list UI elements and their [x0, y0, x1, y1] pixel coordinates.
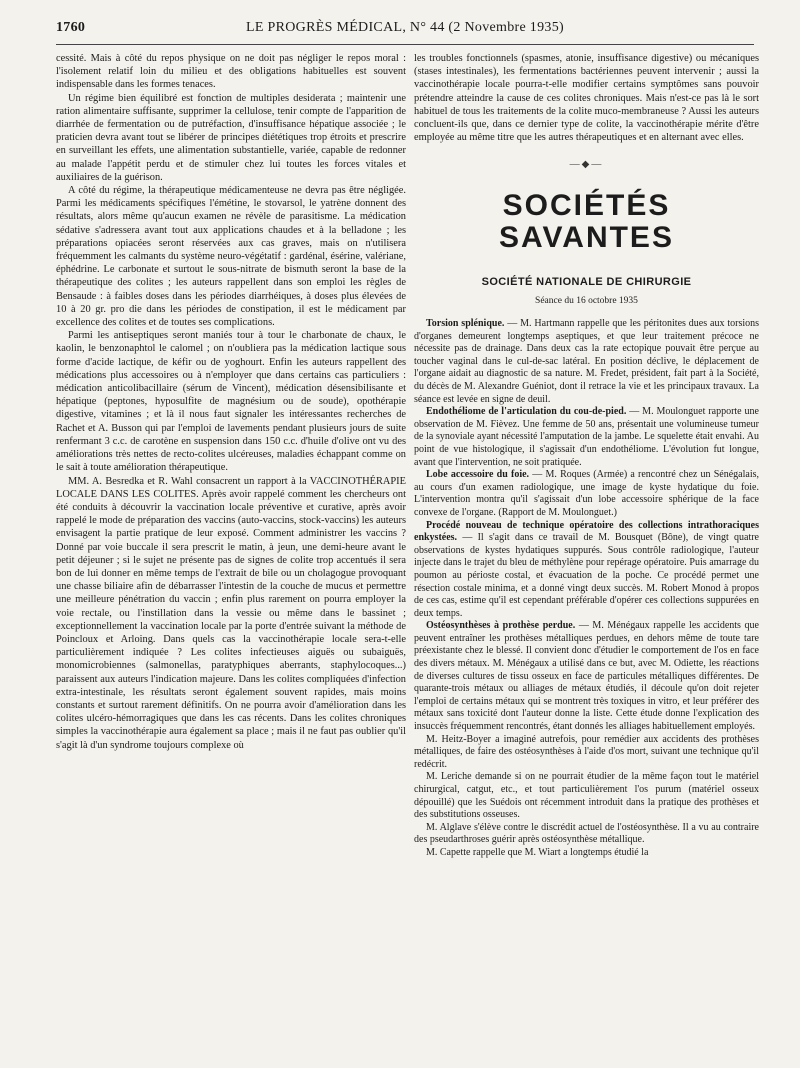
journal-title: LE PROGRÈS MÉDICAL, N° 44 (2 Novembre 1935) [246, 20, 564, 35]
paragraph: A côté du régime, la thérapeutique médicamenteuse ne devra pas être négligée. Parmi les médicaments spécifiques l'émétine, le stovarsol, le yatrène donnent des résultats, alors même qu'aucun examen ne révèle de parasitisme. La médication sédative s'adressera avant tout aux applications chaudes et à la belladone ; les préparations opiacées seront réservées aux cas graves, mais on n'utilisera fréquemment les calmants du système neuro-végétatif : gardénal, ésérine, valériane, éphédrine. Le carbonate et surtout le sous-nitrate de bismuth seront la base de la thérapeutique des colites ; les auteurs rappellent dans son emploi les règles de Bensaude : à faibles doses dans les périodes diarrhéiques, à doses plus élevées de 10 à 20 gr. pro die dans les périodes de constipation, il est le médicament par excellence des colites et de toutes ses complications. [56, 185, 406, 329]
entry-text: — Il s'agit dans ce travail de M. Bousquet (Bône), de vingt quatre observations de kystes hydatiques suppurés. Sous contrôle radiologique, l'auteur injecte dans le trajet du bleu de méthylène pour repérage opératoire. Puis amarrage du poumon au périoste costal, et évacuation de la poche. Ce procédé permet une résection costale minima, et a donné vingt deux succès. M. Robert Monod à propos de ces cas, estime qu'il est cependant préférable d'opérer ces collections suppurées en deux temps. [414, 532, 759, 619]
report-entry [414, 318, 759, 406]
entry-text: — M. Moulonguet rapporte une observation de M. Fièvez. Une femme de 50 ans, présentait une volumineuse tumeur de la synoviale ayant nécessité l'amputation de la jambe. Le squelette était envahi. Au point de vue histologique, il s'agissait d'un endothéliome. L'évolution fut longue, avant que l'intervention, ne soit pratiquée. [414, 406, 759, 468]
header-rule [56, 44, 754, 45]
ornament-divider: —◆— [569, 159, 604, 171]
right-column [414, 52, 759, 860]
report-entry [414, 520, 759, 621]
report-entry [414, 469, 759, 519]
page-number: 1760 [56, 20, 86, 35]
entry-title: Endothéliome de l'articulation du cou-de-pied. [426, 406, 627, 418]
report-entry [414, 406, 759, 469]
entry-title: Torsion splénique. [426, 318, 505, 330]
entry-text: — M. Hartmann rappelle que les péritonites dues aux torsions d'organes demeurent longtemps aseptiques, et que leur traitement précoce ne nécessite pas de drainage. Dans deux cas la rate ectopique pouvait être perçue au toucher vaginal dans le cul-de-sac latéral. En position déclive, le déplacement de l'organe aidait au diagnostic de sa nature. M. Fredet, président, fait part à la Société, du décès de M. Alexandre Guéniot, dont il retrace la vie et les principaux travaux. La séance est levée en signe de deuil. [414, 318, 760, 405]
entry-title: Lobe accessoire du foie. [426, 469, 530, 481]
left-column [56, 52, 406, 752]
paragraph: les troubles fonctionnels (spasmes, atonie, insuffisance digestive) ou mécaniques (stases intestinales), les fermentations bactériennes peuvent intervenir ; aussi la vaccinothérapie locale pourra-t-elle modifier certains symptômes sans pouvoir prétendre atteindre la cause de ces colites chroniques. Mais n'est-ce pas là le sort habituel de tous les traitements de la colite muco-membraneuse ? Aussi les auteurs concluent-ils que, dans ce dernier type de colite, la vaccinothérapie mérite d'être employée au même titre que les autres thérapeutiques et en alternant avec elles. [414, 53, 759, 144]
society-name: SOCIÉTÉ NATIONALE DE CHIRURGIE [481, 275, 692, 288]
seance-date: Séance du 16 octobre 1935 [535, 295, 638, 306]
entry-title: Procédé nouveau de technique opératoire des collections intrathoraciques enkystées. [414, 519, 759, 544]
entry-text: — M. Ménégaux rappelle les accidents que peuvent entraîner les prothèses métalliques perdues, en dehors même de toute tare préexistante chez le blessé. Il convient donc d'étudier le comportement de l'os en face des divers métaux. M. Ménégaux a utilisé dans ce but, avec M. Odiette, les réactions de diverses cultures de tissu osseux en face de particules métalliques différentes. De quarante-trois métaux ou alliages de métaux étudiés, il découle qu'on doit rejeter l'emploi de certains métaux qui se montrent très toxiques in vitro, et leur préférer des métaux sans toxicité dont l'auteur donne la liste. Cette étude donne l'explication des insuccès fréquemment rencontrés, étant donnés les alliages habituellement employés. [414, 620, 759, 733]
report-paragraph: M. Capette rappelle que M. Wiart a longtemps étudié la [426, 846, 649, 858]
entry-title: Ostéosynthèses à prothèse perdue. [426, 620, 576, 632]
report-entry [414, 620, 759, 733]
report-paragraph: M. Heitz-Boyer a imaginé autrefois, pour remédier aux accidents des prothèses métalliques, de faire des ostéosynthèses à l'aide d'os mort, suivant une technique qu'il redécrit. [414, 733, 759, 770]
section-title: SOCIÉTÉS SAVANTES [499, 188, 674, 254]
entry-text: — M. Roques (Armée) a rencontré chez un Sénégalais, au cours d'un examen radiologique, une image de kyste hydatique du foie. L'intervention montra qu'il s'agissait d'un lobe accessoire sphérique de la face convexe de l'organe. (Rapport de M. Moulonguet.) [414, 469, 760, 518]
report-paragraph: M. Leriche demande si on ne pourrait étudier de la même façon tout le matériel chirurgical, catgut, etc., et tout particulièrement l'os purum (matériel osseux dépouillé) que les Suédois ont récemment introduit dans la pratique des prothèses et des substitutions osseuses. [414, 771, 759, 821]
report-paragraph: M. Alglave s'élève contre le discrédit actuel de l'ostéosynthèse. Il a vu au contraire des pseudarthroses guérir après ostéosynthèse métallique. [414, 821, 759, 846]
page-header [56, 20, 754, 42]
paragraph: MM. A. Besredka et R. Wahl consacrent un rapport à la VACCINOTHÉRAPIE LOCALE DANS LES COLITES. Après avoir rappelé comment les chercheurs ont été conduits à découvrir la vaccination locale préventive et curative, après avoir rappelé le mode de préparation des vaccins (auto-vaccins, stock-vaccins) les auteurs envisagent la partie pratique de leur exposé. Comment administrer les vaccins ? Donné par voie buccale il sera prescrit le matin, à jeun, une demi-heure avant le petit déjeuner ; si le sujet ne présente pas de signes de colite trop accentués il sera bon de lui donner en même temps de l'extrait de bile ou un cholagogue provoquant une chasse biliaire afin de débarrasser l'intestin de la couche de mucus et permettre une meilleure pénétration du vaccin ; enfin plus rarement on pourra employer la voie rectale, ou l'instillation dans la vessie ou même dans le bassinet ; exceptionnellement la vaccination locale par la porte d'entrée suivant la méthode de Poincloux et Arloing. Dans quels cas la vaccinothérapie locale sera-t-elle particulièrement indiquée ? Les colites infectieuses aiguës ou subaiguës, monomicrobiennes (salmonellas, paratyphiques aberrants, staphylocoques...) paraissent aux auteurs l'indication majeure. Dans les colites compliquées d'infection extra-intestinale, les résultats seront également souvent rapides, mais moins constants et surtout rarement définitifs. On ne pourra avoir d'amélioration dans les colites ulcéro-hémorragiques que dans les cas récents. Dans les colites chroniques simples la vaccinothérapie aura également sa place ; mais il ne faut pas oublier qu'il s'agit là d'un syndrome toujours complexe où [56, 475, 406, 751]
paragraph: Un régime bien équilibré est fonction de multiples desiderata ; maintenir une ration alimentaire suffisante, supprimer la cellulose, tenir compte de l'apparition de diarrhée de fermentation ou de putréfaction, d'insuffisance hépatique associée ; le praticien devra avant tout se libérer de principes diététiques trop étroits et prescrire en surveillant les effets, une alimentation substantielle, variée, capable de redonner au malade l'appétit perdu et de stimuler chez lui toutes les forces vitales et auxiliaires de la guérison. [56, 92, 406, 183]
paragraph: Parmi les antiseptiques seront maniés tour à tour le charbonate de chaux, le kaolin, le benzonaphtol le calomel ; on n'oubliera pas la médication lactique sous forme d'acide lactique, de kéfir ou de yoghourt. Enfin les auteurs rappellent des médications plus accessoires ou à n'employer que dans certains cas particuliers : médication anticolibacillaire (sérum de Vincent), médication désensibilisante et hépatique (peptones, hyposulfite de magnésium ou de soude), opothérapie digestive, vitamines ; et là il nous faut signaler les intéressantes recherches de Rachet et A. Busson qui par l'emploi de lavements pendant plusieurs jours de suite renfermant 3 c.c. de carotène en suspension dans 150 c.c. d'huile d'olive ont vu des améliorations très nettes de recto-colites ulcéreuses, maladies échappant comme on le sait à toute amélioration thérapeutique. [56, 330, 406, 474]
paragraph: cessité. Mais à côté du repos physique on ne doit pas négliger le repos moral : l'isolement relatif loin du milieu et des obligations habituelles est souvent indispensable dans les formes tenaces. [56, 53, 406, 91]
